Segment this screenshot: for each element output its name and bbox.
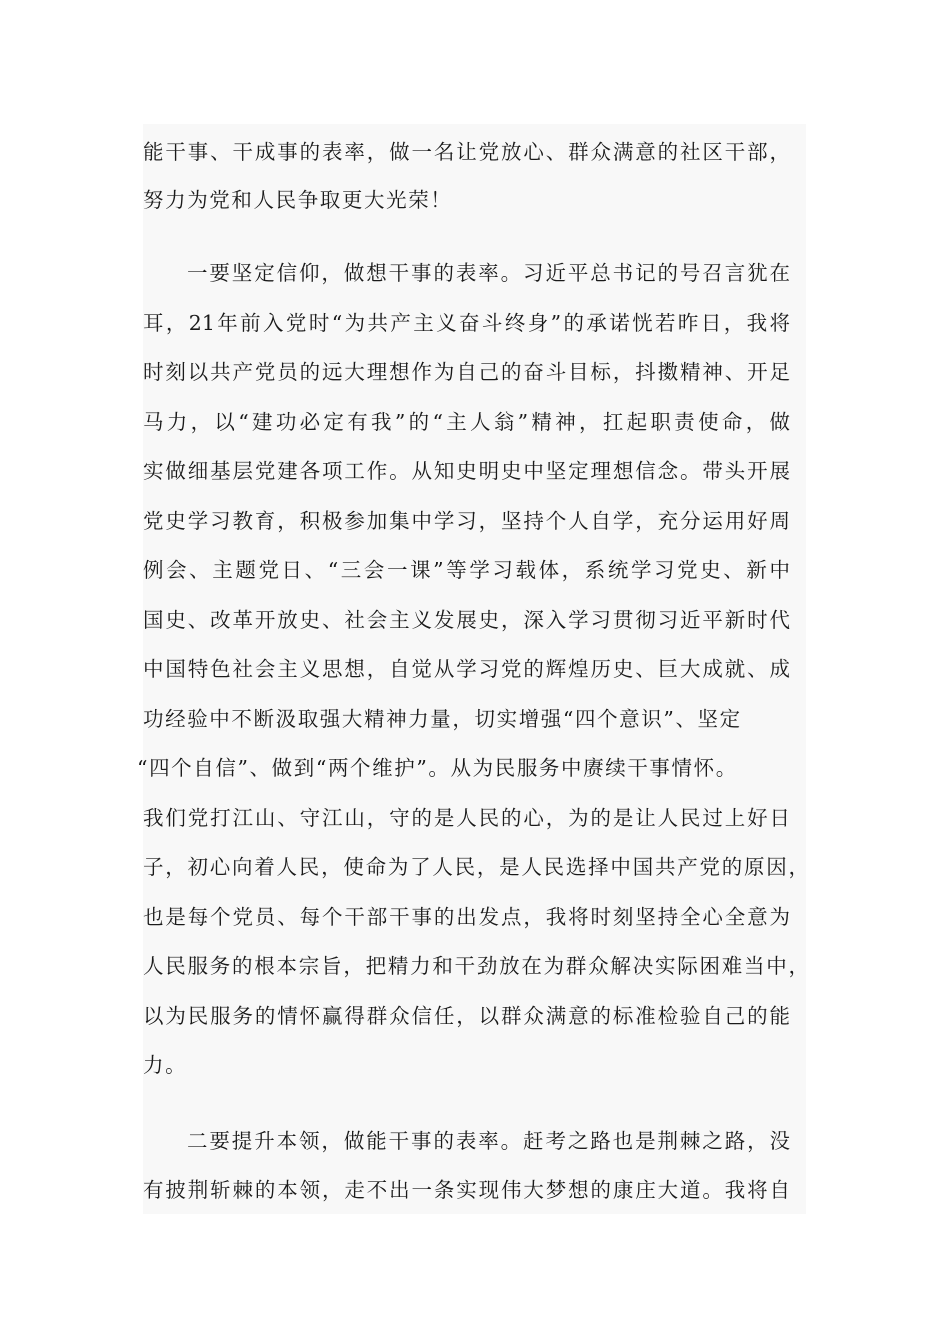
text-line: 中国特色社会主义思想，自觉从学习党的辉煌历史、巨大成就、成 — [143, 657, 790, 681]
text-line: 时刻以共产党员的远大理想作为自己的奋斗目标，抖擞精神、开足 — [143, 360, 790, 384]
text-line: 功经验中不断汲取强大精神力量，切实增强“四个意识”、坚定 — [143, 707, 742, 731]
text-line: 也是每个党员、每个干部干事的出发点，我将时刻坚持全心全意为 — [143, 905, 790, 929]
text-line: 力。 — [143, 1053, 188, 1077]
text-line: 子，初心向着人民，使命为了人民，是人民选择中国共产党的原因， — [143, 855, 809, 879]
text-line: 耳，21年前入党时“为共产主义奋斗终身”的承诺恍若昨日，我将 — [143, 311, 790, 335]
text-line: 一要坚定信仰，做想干事的表率。习近平总书记的号召言犹在 — [187, 261, 790, 285]
text-line: 能干事、干成事的表率，做一名让党放心、群众满意的社区干部， — [143, 140, 790, 164]
document-body — [137, 124, 809, 1214]
text-line: 例会、主题党日、“三会一课”等学习载体，系统学习党史、新中 — [143, 558, 790, 582]
text-line: 有披荆斩棘的本领，走不出一条实现伟大梦想的康庄大道。我将自 — [143, 1178, 790, 1202]
text-line: “四个自信”、做到“两个维护”。从为民服务中赓续干事情怀。 — [137, 756, 738, 780]
text-line: 努力为党和人民争取更大光荣！ — [143, 188, 453, 212]
text-line: 党史学习教育，积极参加集中学习，坚持个人自学，充分运用好周 — [143, 509, 790, 533]
text-line: 实做细基层党建各项工作。从知史明史中坚定理想信念。带头开展 — [143, 459, 790, 483]
text-line: 马力，以“建功必定有我”的“主人翁”精神，扛起职责使命，做 — [143, 410, 790, 434]
text-line: 我们党打江山、守江山，守的是人民的心，为的是让人民过上好日 — [143, 806, 790, 830]
text-line: 人民服务的根本宗旨，把精力和干劲放在为群众解决实际困难当中， — [143, 954, 809, 978]
text-line: 国史、改革开放史、社会主义发展史，深入学习贯彻习近平新时代 — [143, 608, 790, 632]
text-line: 以为民服务的情怀赢得群众信任，以群众满意的标准检验自己的能 — [143, 1004, 790, 1028]
text-line: 二要提升本领，做能干事的表率。赶考之路也是荆棘之路，没 — [187, 1129, 790, 1153]
